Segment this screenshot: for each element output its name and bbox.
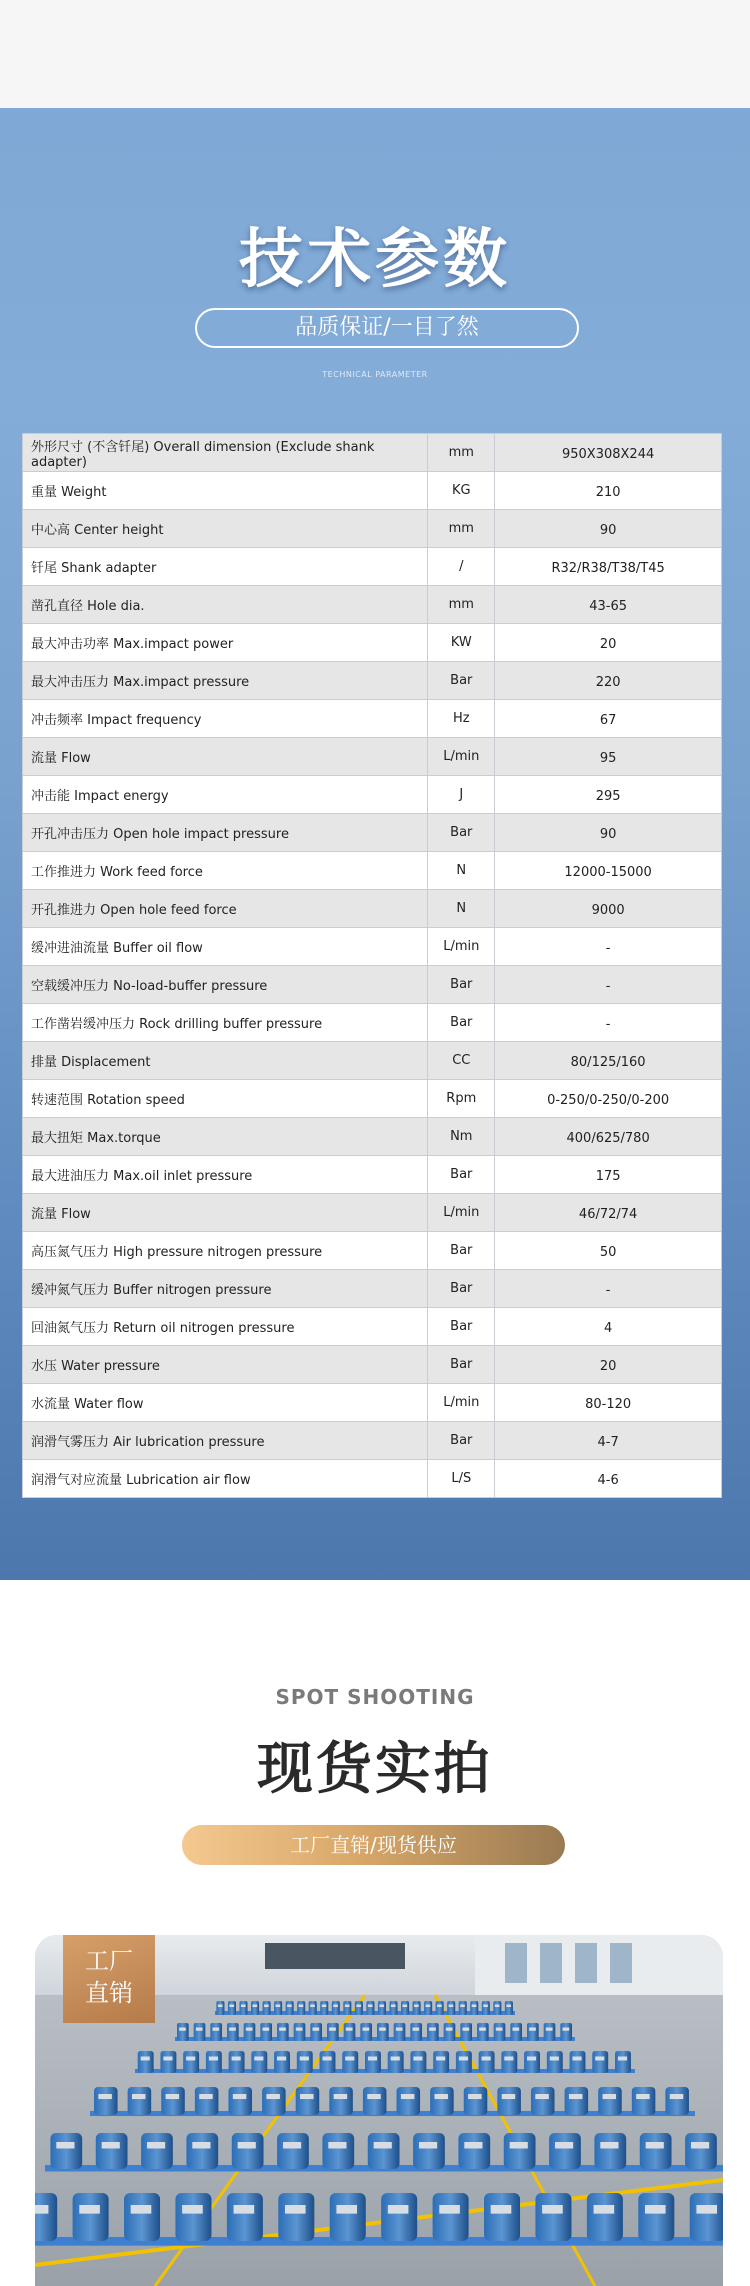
spec-value-cell: 95: [495, 738, 722, 776]
spec-value-cell: 0-250/0-250/0-200: [495, 1080, 722, 1118]
spec-unit-cell: Nm: [428, 1118, 495, 1156]
spec-name-cell: 最大扭矩 Max.torque: [23, 1118, 428, 1156]
spec-value-cell: 9000: [495, 890, 722, 928]
spec-name-cell: 冲击能 Impact energy: [23, 776, 428, 814]
spec-name-cell: 水流量 Water flow: [23, 1384, 428, 1422]
spec-row: [23, 890, 722, 928]
spec-name-cell: 转速范围 Rotation speed: [23, 1080, 428, 1118]
spec-value-cell: R32/R38/T38/T45: [495, 548, 722, 586]
spec-unit-cell: Bar: [428, 814, 495, 852]
spec-name-cell: 重量 Weight: [23, 472, 428, 510]
spec-subtitle: TECHNICAL PARAMETER: [322, 370, 428, 379]
spec-name-cell: 最大进油压力 Max.oil inlet pressure: [23, 1156, 428, 1194]
spec-table-body: [23, 434, 722, 1498]
spec-name-cell: 最大冲击功率 Max.impact power: [23, 624, 428, 662]
spec-name-cell: 水压 Water pressure: [23, 1346, 428, 1384]
spec-row: [23, 852, 722, 890]
spec-unit-cell: Bar: [428, 1004, 495, 1042]
spec-name-cell: 空载缓冲压力 No-load-buffer pressure: [23, 966, 428, 1004]
spec-value-cell: 50: [495, 1232, 722, 1270]
spec-unit-cell: L/min: [428, 1384, 495, 1422]
spec-row: [23, 510, 722, 548]
spec-row: [23, 1194, 722, 1232]
badge-line-2: 直销: [85, 1979, 133, 2007]
spec-unit-cell: KW: [428, 624, 495, 662]
spec-value-cell: 80/125/160: [495, 1042, 722, 1080]
spec-row: [23, 1004, 722, 1042]
spec-value-cell: -: [495, 928, 722, 966]
top-spacer: [0, 0, 750, 108]
spec-value-cell: 4: [495, 1308, 722, 1346]
spec-value-cell: 67: [495, 700, 722, 738]
spec-name-cell: 中心高 Center height: [23, 510, 428, 548]
spec-row: [23, 1232, 722, 1270]
spec-row: [23, 1460, 722, 1498]
spec-value-cell: 20: [495, 1346, 722, 1384]
spec-unit-cell: L/min: [428, 928, 495, 966]
spec-name-cell: 高压氮气压力 High pressure nitrogen pressure: [23, 1232, 428, 1270]
spec-value-cell: 220: [495, 662, 722, 700]
spec-row: [23, 1270, 722, 1308]
spec-name-cell: 凿孔直径 Hole dia.: [23, 586, 428, 624]
spec-unit-cell: N: [428, 852, 495, 890]
spec-name-cell: 工作推进力 Work feed force: [23, 852, 428, 890]
spec-name-cell: 流量 Flow: [23, 738, 428, 776]
spec-unit-cell: Bar: [428, 1346, 495, 1384]
spec-unit-cell: KG: [428, 472, 495, 510]
spec-row: [23, 586, 722, 624]
spec-name-cell: 最大冲击压力 Max.impact pressure: [23, 662, 428, 700]
shooting-cn-title: 现货实拍: [257, 1737, 493, 1802]
spec-row: [23, 1042, 722, 1080]
spec-row: [23, 434, 722, 472]
spec-table: [22, 433, 722, 1498]
spec-row: [23, 472, 722, 510]
spec-name-cell: 缓冲氮气压力 Buffer nitrogen pressure: [23, 1270, 428, 1308]
spec-row: [23, 1422, 722, 1460]
spec-name-cell: 回油氮气压力 Return oil nitrogen pressure: [23, 1308, 428, 1346]
spec-unit-cell: Bar: [428, 1270, 495, 1308]
spec-unit-cell: Bar: [428, 966, 495, 1004]
spec-unit-cell: L/min: [428, 1194, 495, 1232]
spec-value-cell: 90: [495, 510, 722, 548]
spec-value-cell: -: [495, 1270, 722, 1308]
spec-row: [23, 1346, 722, 1384]
spec-row: [23, 662, 722, 700]
spec-unit-cell: CC: [428, 1042, 495, 1080]
spec-name-cell: 冲击频率 Impact frequency: [23, 700, 428, 738]
spec-unit-cell: mm: [428, 434, 495, 472]
spec-section: [0, 108, 750, 1580]
spec-unit-cell: J: [428, 776, 495, 814]
spec-row: [23, 738, 722, 776]
spec-unit-cell: mm: [428, 510, 495, 548]
spec-unit-cell: Bar: [428, 1232, 495, 1270]
badge-line-1: 工厂: [85, 1947, 133, 1975]
spec-row: [23, 814, 722, 852]
spec-value-cell: 950X308X244: [495, 434, 722, 472]
spec-value-cell: 80-120: [495, 1384, 722, 1422]
spec-title: 技术参数: [239, 223, 511, 297]
spec-row: [23, 776, 722, 814]
spec-name-cell: 润滑气雾压力 Air lubrication pressure: [23, 1422, 428, 1460]
spec-row: [23, 624, 722, 662]
spec-unit-cell: Hz: [428, 700, 495, 738]
spec-unit-cell: /: [428, 548, 495, 586]
spec-value-cell: 20: [495, 624, 722, 662]
spec-pill: 品质保证/一目了然: [195, 308, 579, 348]
shooting-section: [0, 1580, 750, 2286]
spec-unit-cell: mm: [428, 586, 495, 624]
shooting-pill: 工厂直销/现货供应: [182, 1825, 565, 1865]
factory-direct-badge: [63, 1935, 155, 2023]
spec-value-cell: 43-65: [495, 586, 722, 624]
spec-row: [23, 548, 722, 586]
spec-row: [23, 1080, 722, 1118]
shooting-en-title: SPOT SHOOTING: [275, 1685, 475, 1709]
spec-row: [23, 928, 722, 966]
spec-row: [23, 700, 722, 738]
spec-value-cell: 12000-15000: [495, 852, 722, 890]
spec-value-cell: -: [495, 966, 722, 1004]
spec-name-cell: 开孔冲击压力 Open hole impact pressure: [23, 814, 428, 852]
spec-name-cell: 工作凿岩缓冲压力 Rock drilling buffer pressure: [23, 1004, 428, 1042]
spec-value-cell: 46/72/74: [495, 1194, 722, 1232]
spec-name-cell: 润滑气对应流量 Lubrication air flow: [23, 1460, 428, 1498]
spec-value-cell: 295: [495, 776, 722, 814]
spec-name-cell: 流量 Flow: [23, 1194, 428, 1232]
spec-value-cell: 400/625/780: [495, 1118, 722, 1156]
spec-row: [23, 1308, 722, 1346]
factory-photo: [35, 1935, 723, 2286]
spec-name-cell: 开孔推进力 Open hole feed force: [23, 890, 428, 928]
spec-unit-cell: L/S: [428, 1460, 495, 1498]
spec-row: [23, 1156, 722, 1194]
spec-name-cell: 排量 Displacement: [23, 1042, 428, 1080]
spec-name-cell: 缓冲进油流量 Buffer oil flow: [23, 928, 428, 966]
spec-name-cell: 钎尾 Shank adapter: [23, 548, 428, 586]
spec-name-cell: 外形尺寸 (不含钎尾) Overall dimension (Exclude shank adapter): [23, 434, 428, 472]
spec-unit-cell: N: [428, 890, 495, 928]
spec-row: [23, 1384, 722, 1422]
spec-unit-cell: Bar: [428, 1156, 495, 1194]
spec-value-cell: 4-7: [495, 1422, 722, 1460]
spec-row: [23, 1118, 722, 1156]
spec-unit-cell: L/min: [428, 738, 495, 776]
spec-row: [23, 966, 722, 1004]
spec-value-cell: 90: [495, 814, 722, 852]
spec-value-cell: 210: [495, 472, 722, 510]
spec-value-cell: 4-6: [495, 1460, 722, 1498]
spec-unit-cell: Bar: [428, 1422, 495, 1460]
spec-unit-cell: Bar: [428, 1308, 495, 1346]
spec-value-cell: 175: [495, 1156, 722, 1194]
spec-unit-cell: Bar: [428, 662, 495, 700]
spec-unit-cell: Rpm: [428, 1080, 495, 1118]
spec-value-cell: -: [495, 1004, 722, 1042]
